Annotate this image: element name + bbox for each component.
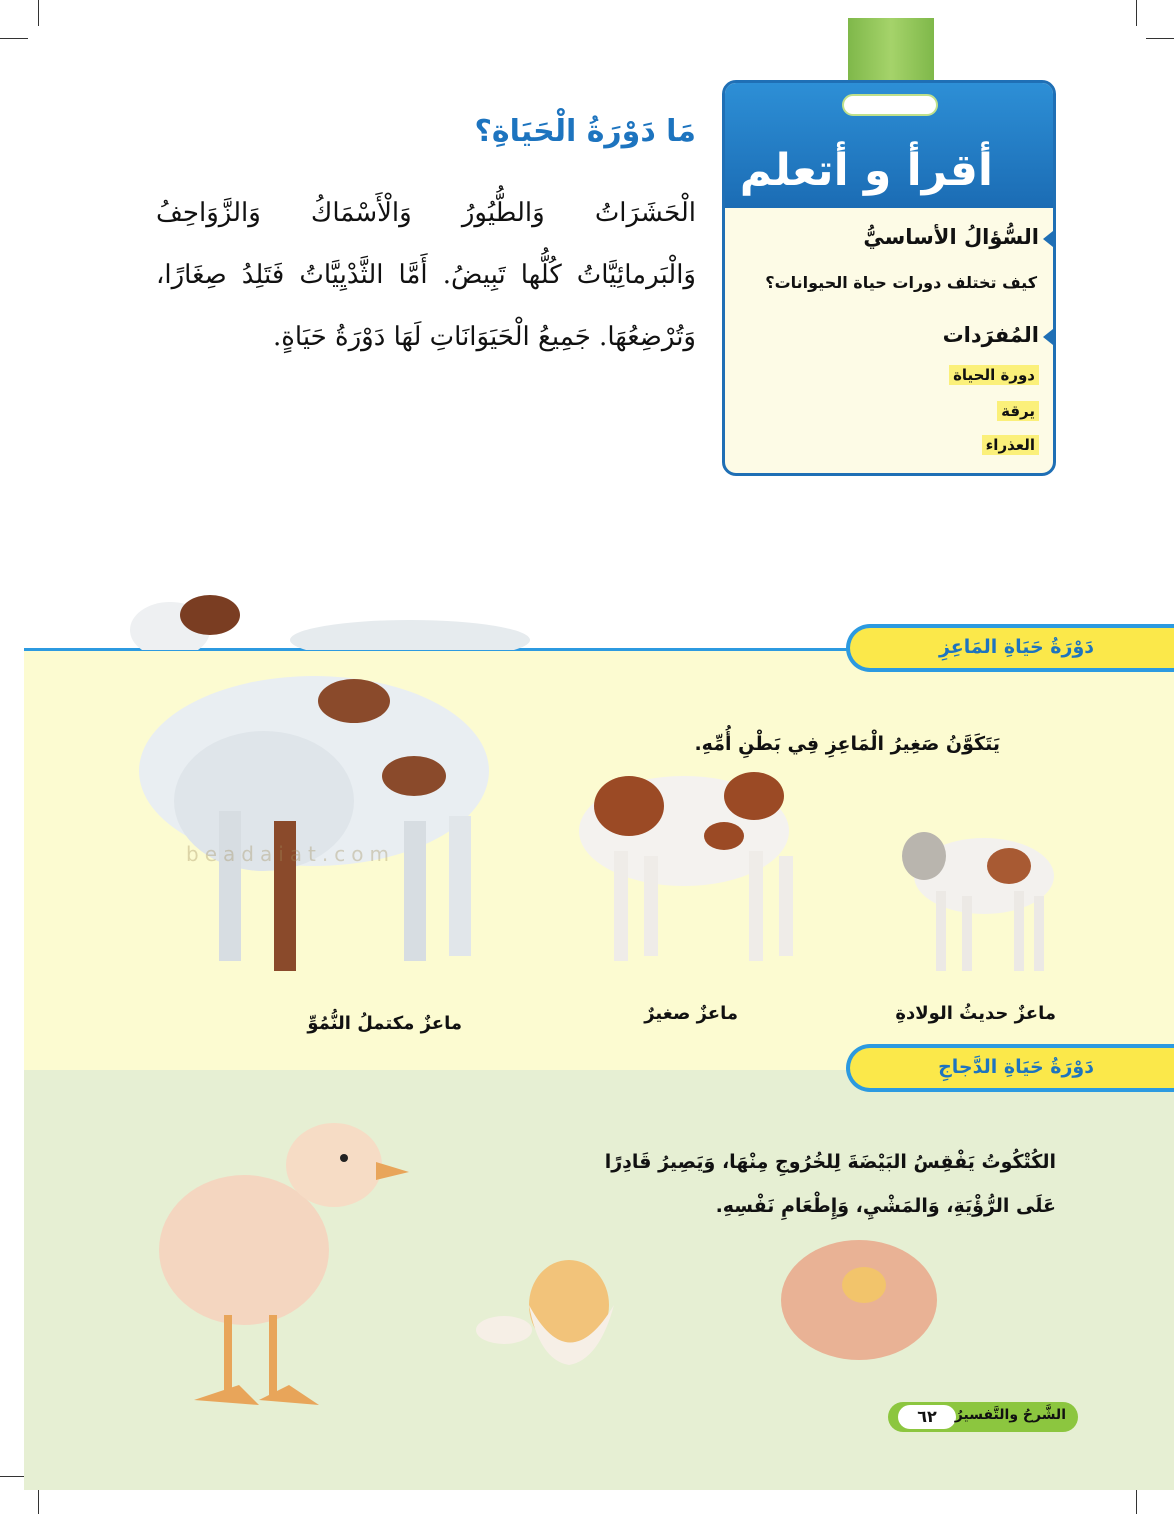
essential-question-label: السُّؤالُ الأساسيُّ	[863, 225, 1039, 249]
section-heading: مَا دَوْرَةُ الْحَيَاةِ؟	[474, 114, 696, 149]
goat-stage-label: ماعزٌ صغيرٌ	[644, 1003, 738, 1024]
young-goat-image	[579, 772, 793, 961]
vocabulary-label: المُفرَدات	[942, 323, 1039, 347]
newborn-goat-image	[902, 832, 1054, 971]
adult-goat-head-image	[110, 580, 530, 650]
crop-mark	[1146, 38, 1174, 39]
learn-box-title: أقرأ و أتعلم	[739, 145, 993, 196]
chicken-section-tab	[846, 1044, 1174, 1092]
crop-mark	[38, 0, 39, 26]
chicken-section-title: دَوْرَةُ حَيَاةِ الدَّجاجِ	[938, 1056, 1094, 1078]
goat-stage-label: ماعزٌ مكتملُ النُّمُوِّ	[307, 1013, 462, 1034]
adult-goat-image	[139, 676, 489, 971]
goat-caption: يَتَكَوَّنُ صَغِيرُ الْمَاعِزِ فِي بَطْنِ أُمِّهِ.	[694, 733, 1000, 755]
crop-mark	[1136, 0, 1137, 26]
page-number: ٦٢	[898, 1405, 956, 1429]
vocabulary-item: يرقة	[997, 401, 1039, 421]
crop-mark	[0, 38, 28, 39]
watermark: beadaiat.com	[186, 842, 395, 866]
crop-mark	[1136, 1488, 1137, 1514]
goat-section-title: دَوْرَةُ حَيَاةِ المَاعِزِ	[938, 636, 1094, 658]
hatching-chick-image	[476, 1260, 614, 1365]
chick-image	[159, 1123, 409, 1405]
goat-section-tab	[846, 624, 1174, 672]
crop-mark	[38, 1488, 39, 1514]
essential-question: كيف تختلف دورات حياة الحيوانات؟	[765, 273, 1037, 292]
footer-label: الشَّرحُ والتَّفسيرُ	[954, 1407, 1066, 1423]
chicken-caption: الكُتْكُوتُ يَفْقِسُ البَيْضَةَ لِلخُرُوجِ مِنْهَا، وَيَصِيرُ قَادِرًا عَلَى الرُّؤْيَةِ، وَالمَشْيِ، وَإِطْعَامِ نَفْسِهِ.	[604, 1151, 1056, 1217]
learn-box	[722, 80, 1056, 476]
ribbon-ring	[842, 94, 938, 116]
vocabulary-item: العذراء	[982, 435, 1039, 455]
goat-stage-label: ماعزٌ حديثُ الولادةِ	[895, 1003, 1056, 1024]
intro-paragraph: الْحَشَرَاتُ وَالطُّيُورُ وَالْأَسْمَاكُ وَالزَّوَاحِفُ وَالْبَرمائِيَّاتُ كُلُّها تَبِيضُ. أَمَّا الثَّدْيِيَّاتُ فَتَلِدُ صِغَارًا، وَتُرْضِعُهَا. جَمِيعُ الْحَيَوَانَاتِ لَهَا دَوْرَةُ حَيَاةٍ.	[156, 198, 696, 352]
vocabulary-item: دورة الحياة	[949, 365, 1039, 385]
egg-image	[781, 1240, 937, 1360]
